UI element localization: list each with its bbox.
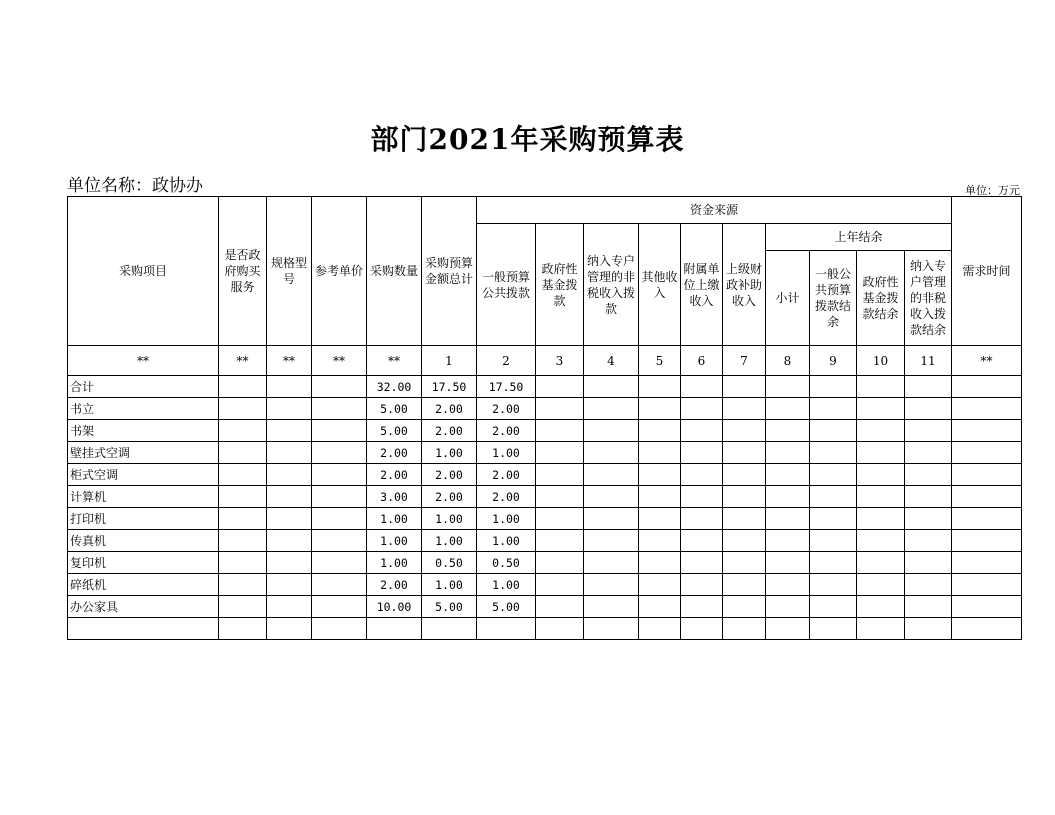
empty-cell xyxy=(723,508,766,530)
empty-cell xyxy=(857,574,905,596)
table-row xyxy=(68,376,1022,398)
total-cell: 2.00 xyxy=(422,420,477,442)
general-budget-cell: 2.00 xyxy=(477,486,536,508)
empty-cell xyxy=(219,596,267,618)
item-name-cell: 计算机 xyxy=(68,486,219,508)
column-number-cell: 4 xyxy=(584,346,639,376)
empty-cell xyxy=(723,596,766,618)
empty-cell xyxy=(267,376,312,398)
column-number-cell: 11 xyxy=(905,346,952,376)
column-number-row xyxy=(68,346,1022,376)
empty-cell xyxy=(219,552,267,574)
empty-cell xyxy=(681,486,723,508)
total-cell: 2.00 xyxy=(422,464,477,486)
empty-cell xyxy=(536,574,584,596)
header-special-account: 纳入专户管理的非税收入拨款 xyxy=(584,224,639,346)
table-row xyxy=(68,596,1022,618)
empty-cell xyxy=(857,508,905,530)
empty-cell xyxy=(267,398,312,420)
empty-cell xyxy=(766,464,810,486)
empty-cell xyxy=(857,420,905,442)
empty-cell xyxy=(584,530,639,552)
empty-cell xyxy=(536,464,584,486)
empty-cell xyxy=(952,398,1022,420)
total-cell: 5.00 xyxy=(422,596,477,618)
empty-cell xyxy=(857,530,905,552)
column-number-cell: 9 xyxy=(810,346,857,376)
empty-cell xyxy=(952,376,1022,398)
empty-cell xyxy=(810,508,857,530)
quantity-cell: 5.00 xyxy=(367,398,422,420)
empty-cell xyxy=(723,486,766,508)
empty-cell xyxy=(810,530,857,552)
empty-cell xyxy=(857,486,905,508)
total-cell: 2.00 xyxy=(422,486,477,508)
quantity-cell: 10.00 xyxy=(367,596,422,618)
empty-cell xyxy=(723,376,766,398)
total-cell: 1.00 xyxy=(422,574,477,596)
table-row xyxy=(68,420,1022,442)
header-fund-source: 资金来源 xyxy=(477,197,952,224)
total-cell: 1.00 xyxy=(422,530,477,552)
empty-cell xyxy=(536,596,584,618)
total-cell: 0.50 xyxy=(422,552,477,574)
empty-cell xyxy=(312,552,367,574)
general-budget-cell: 1.00 xyxy=(477,530,536,552)
empty-cell xyxy=(952,552,1022,574)
header-spec: 规格型号 xyxy=(267,197,312,346)
column-number-cell: ** xyxy=(267,346,312,376)
empty-cell xyxy=(267,508,312,530)
empty-cell xyxy=(810,486,857,508)
empty-cell xyxy=(639,552,681,574)
empty-cell xyxy=(312,596,367,618)
empty-cell xyxy=(681,574,723,596)
empty-cell xyxy=(219,508,267,530)
empty-cell xyxy=(219,398,267,420)
empty-cell xyxy=(905,596,952,618)
empty-cell xyxy=(681,464,723,486)
empty-cell xyxy=(952,618,1022,640)
total-cell: 1.00 xyxy=(422,508,477,530)
empty-cell xyxy=(312,376,367,398)
table-row xyxy=(68,508,1022,530)
empty-cell xyxy=(312,530,367,552)
total-cell: 2.00 xyxy=(422,398,477,420)
empty-cell xyxy=(639,420,681,442)
empty-cell xyxy=(905,398,952,420)
empty-cell xyxy=(219,420,267,442)
empty-cell xyxy=(267,442,312,464)
header-demand-time: 需求时间 xyxy=(952,197,1022,346)
item-name-cell: 书立 xyxy=(68,398,219,420)
table-row xyxy=(68,464,1022,486)
empty-cell xyxy=(639,530,681,552)
empty-cell xyxy=(681,552,723,574)
empty-cell xyxy=(267,574,312,596)
empty-cell xyxy=(584,398,639,420)
empty-cell xyxy=(267,618,312,640)
empty-cell xyxy=(857,552,905,574)
empty-cell xyxy=(766,486,810,508)
header-general-balance: 一般公共预算拨款结余 xyxy=(810,251,857,346)
page-title: 部门2021年采购预算表 xyxy=(370,123,685,156)
table-row xyxy=(68,574,1022,596)
quantity-cell xyxy=(367,618,422,640)
empty-cell xyxy=(723,464,766,486)
empty-cell xyxy=(584,618,639,640)
empty-cell xyxy=(857,398,905,420)
quantity-cell: 2.00 xyxy=(367,464,422,486)
empty-cell xyxy=(219,376,267,398)
procurement-budget-table xyxy=(67,196,1022,640)
empty-cell xyxy=(584,486,639,508)
unit-name: 单位名称：政协办 xyxy=(67,176,203,196)
general-budget-cell: 5.00 xyxy=(477,596,536,618)
empty-cell xyxy=(905,574,952,596)
empty-cell xyxy=(723,420,766,442)
empty-cell xyxy=(766,508,810,530)
empty-cell xyxy=(857,464,905,486)
item-name-cell: 碎纸机 xyxy=(68,574,219,596)
empty-cell xyxy=(584,442,639,464)
item-name-cell: 柜式空调 xyxy=(68,464,219,486)
quantity-cell: 2.00 xyxy=(367,442,422,464)
empty-cell xyxy=(639,618,681,640)
empty-cell xyxy=(639,596,681,618)
empty-cell xyxy=(857,376,905,398)
empty-cell xyxy=(952,420,1022,442)
empty-cell xyxy=(810,618,857,640)
empty-cell xyxy=(584,508,639,530)
empty-cell xyxy=(639,398,681,420)
quantity-cell: 3.00 xyxy=(367,486,422,508)
empty-cell xyxy=(312,464,367,486)
empty-cell xyxy=(267,464,312,486)
empty-cell xyxy=(766,376,810,398)
header-gov-fund-balance: 政府性基金拨款结余 xyxy=(857,251,905,346)
general-budget-cell: 2.00 xyxy=(477,464,536,486)
empty-cell xyxy=(219,486,267,508)
general-budget-cell: 2.00 xyxy=(477,398,536,420)
empty-cell xyxy=(766,530,810,552)
empty-cell xyxy=(536,486,584,508)
empty-cell xyxy=(267,596,312,618)
empty-cell xyxy=(681,508,723,530)
column-number-cell: 6 xyxy=(681,346,723,376)
header-gov-fund: 政府性基金拨款 xyxy=(536,224,584,346)
empty-cell xyxy=(952,574,1022,596)
general-budget-cell: 17.50 xyxy=(477,376,536,398)
item-name-cell: 复印机 xyxy=(68,552,219,574)
empty-cell xyxy=(766,618,810,640)
empty-cell xyxy=(723,618,766,640)
empty-cell xyxy=(810,552,857,574)
general-budget-cell: 1.00 xyxy=(477,442,536,464)
quantity-cell: 1.00 xyxy=(367,530,422,552)
empty-cell xyxy=(905,486,952,508)
empty-cell xyxy=(312,574,367,596)
item-name-cell: 书架 xyxy=(68,420,219,442)
empty-cell xyxy=(312,398,367,420)
empty-cell xyxy=(723,442,766,464)
empty-cell xyxy=(267,552,312,574)
column-number-cell: 1 xyxy=(422,346,477,376)
empty-cell xyxy=(219,464,267,486)
empty-cell xyxy=(810,398,857,420)
header-prior-balance: 上年结余 xyxy=(766,224,952,251)
total-cell: 17.50 xyxy=(422,376,477,398)
empty-cell xyxy=(810,420,857,442)
empty-cell xyxy=(905,464,952,486)
general-budget-cell: 0.50 xyxy=(477,552,536,574)
empty-cell xyxy=(681,530,723,552)
empty-cell xyxy=(681,442,723,464)
header-superior-subsidy: 上级财政补助收入 xyxy=(723,224,766,346)
empty-cell xyxy=(584,552,639,574)
empty-cell xyxy=(905,442,952,464)
currency-unit-label: 单位：万元 xyxy=(965,184,1020,197)
table-row xyxy=(68,398,1022,420)
empty-cell xyxy=(905,376,952,398)
item-name-cell: 打印机 xyxy=(68,508,219,530)
empty-cell xyxy=(810,376,857,398)
column-number-cell: ** xyxy=(312,346,367,376)
empty-cell xyxy=(267,530,312,552)
empty-cell xyxy=(536,398,584,420)
empty-cell xyxy=(952,464,1022,486)
empty-cell xyxy=(312,508,367,530)
empty-cell xyxy=(681,596,723,618)
empty-cell xyxy=(723,530,766,552)
empty-cell xyxy=(536,376,584,398)
empty-cell xyxy=(723,574,766,596)
empty-cell xyxy=(952,442,1022,464)
empty-cell xyxy=(905,618,952,640)
empty-cell xyxy=(312,618,367,640)
item-name-cell: 传真机 xyxy=(68,530,219,552)
empty-cell xyxy=(219,442,267,464)
empty-cell xyxy=(267,486,312,508)
column-number-cell: ** xyxy=(219,346,267,376)
column-number-cell: 2 xyxy=(477,346,536,376)
header-subtotal: 小计 xyxy=(766,251,810,346)
empty-cell xyxy=(639,486,681,508)
empty-cell xyxy=(857,618,905,640)
column-number-cell: 8 xyxy=(766,346,810,376)
empty-cell xyxy=(952,508,1022,530)
empty-cell xyxy=(681,376,723,398)
general-budget-cell xyxy=(477,618,536,640)
empty-cell xyxy=(639,376,681,398)
item-name-cell: 壁挂式空调 xyxy=(68,442,219,464)
empty-cell xyxy=(905,420,952,442)
header-special-balance: 纳入专户管理的非税收入拨款结余 xyxy=(905,251,952,346)
empty-cell xyxy=(219,530,267,552)
empty-cell xyxy=(766,442,810,464)
empty-cell xyxy=(639,442,681,464)
item-name-cell: 办公家具 xyxy=(68,596,219,618)
column-number-cell: ** xyxy=(367,346,422,376)
header-gov-purchase: 是否政府购买服务 xyxy=(219,197,267,346)
quantity-cell: 5.00 xyxy=(367,420,422,442)
column-number-cell: 10 xyxy=(857,346,905,376)
table-row xyxy=(68,552,1022,574)
column-number-cell: 3 xyxy=(536,346,584,376)
empty-cell xyxy=(312,442,367,464)
general-budget-cell: 2.00 xyxy=(477,420,536,442)
header-general-budget: 一般预算公共拨款 xyxy=(477,224,536,346)
empty-cell xyxy=(584,420,639,442)
header-item: 采购项目 xyxy=(68,197,219,346)
empty-cell xyxy=(536,618,584,640)
empty-cell xyxy=(810,574,857,596)
item-name-cell: 合计 xyxy=(68,376,219,398)
empty-cell xyxy=(219,618,267,640)
empty-cell xyxy=(639,464,681,486)
empty-cell xyxy=(312,420,367,442)
column-number-cell: 5 xyxy=(639,346,681,376)
empty-cell xyxy=(584,464,639,486)
general-budget-cell: 1.00 xyxy=(477,574,536,596)
header-ref-price: 参考单价 xyxy=(312,197,367,346)
empty-cell xyxy=(766,574,810,596)
empty-cell xyxy=(810,442,857,464)
empty-cell xyxy=(810,596,857,618)
empty-cell xyxy=(639,508,681,530)
empty-cell xyxy=(905,508,952,530)
table-row xyxy=(68,530,1022,552)
empty-cell xyxy=(312,486,367,508)
empty-cell xyxy=(536,530,584,552)
empty-cell xyxy=(810,464,857,486)
table-body xyxy=(68,346,1022,640)
empty-cell xyxy=(681,398,723,420)
empty-cell xyxy=(536,552,584,574)
empty-cell xyxy=(905,552,952,574)
quantity-cell: 1.00 xyxy=(367,552,422,574)
table-row xyxy=(68,442,1022,464)
table-row xyxy=(68,486,1022,508)
empty-cell xyxy=(952,486,1022,508)
header-quantity: 采购数量 xyxy=(367,197,422,346)
column-number-cell: ** xyxy=(68,346,219,376)
empty-cell xyxy=(766,398,810,420)
empty-cell xyxy=(766,420,810,442)
quantity-cell: 32.00 xyxy=(367,376,422,398)
empty-cell xyxy=(952,530,1022,552)
empty-cell xyxy=(219,574,267,596)
empty-cell xyxy=(766,552,810,574)
total-cell: 1.00 xyxy=(422,442,477,464)
header-total: 采购预算金额总计 xyxy=(422,197,477,346)
header-affiliated: 附属单位上缴收入 xyxy=(681,224,723,346)
empty-cell xyxy=(952,596,1022,618)
general-budget-cell: 1.00 xyxy=(477,508,536,530)
empty-cell xyxy=(584,596,639,618)
empty-cell xyxy=(857,442,905,464)
column-number-cell: ** xyxy=(952,346,1022,376)
empty-cell xyxy=(536,442,584,464)
empty-cell xyxy=(766,596,810,618)
item-name-cell xyxy=(68,618,219,640)
column-number-cell: 7 xyxy=(723,346,766,376)
empty-cell xyxy=(723,398,766,420)
empty-cell xyxy=(267,420,312,442)
table-row xyxy=(68,618,1022,640)
empty-cell xyxy=(536,508,584,530)
header-other-income: 其他收入 xyxy=(639,224,681,346)
empty-cell xyxy=(857,596,905,618)
empty-cell xyxy=(905,530,952,552)
empty-cell xyxy=(639,574,681,596)
quantity-cell: 1.00 xyxy=(367,508,422,530)
empty-cell xyxy=(536,420,584,442)
total-cell xyxy=(422,618,477,640)
empty-cell xyxy=(723,552,766,574)
empty-cell xyxy=(681,420,723,442)
empty-cell xyxy=(584,574,639,596)
empty-cell xyxy=(681,618,723,640)
empty-cell xyxy=(584,376,639,398)
quantity-cell: 2.00 xyxy=(367,574,422,596)
